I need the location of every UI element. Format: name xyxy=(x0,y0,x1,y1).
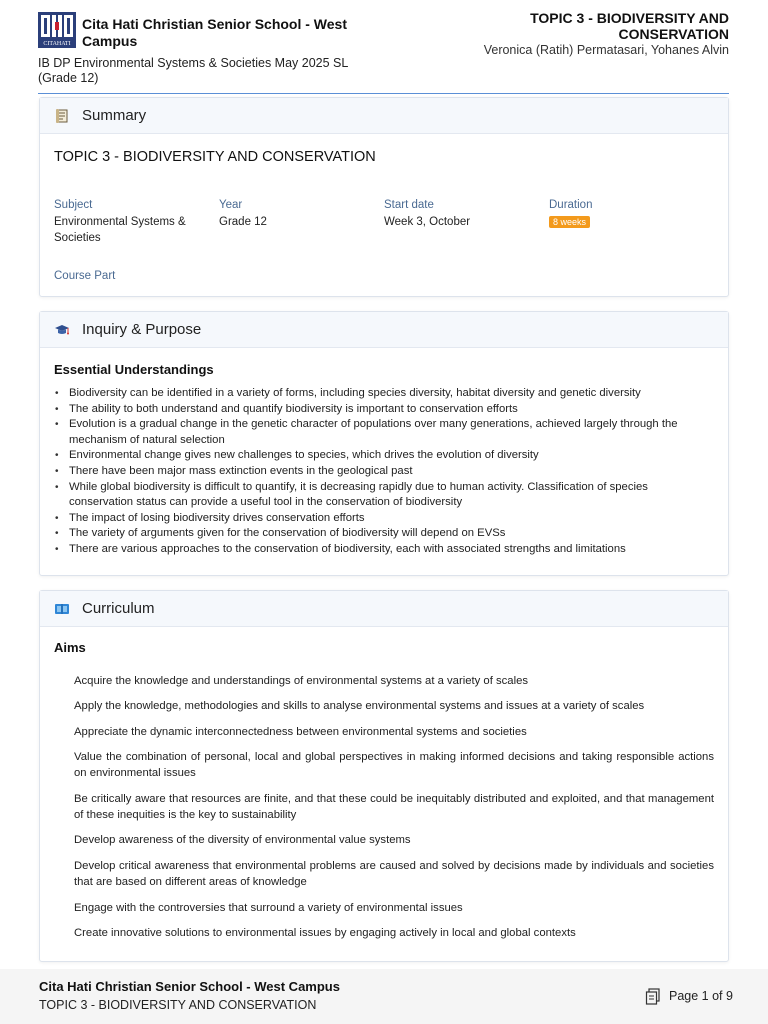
list-item: Apply the knowledge, methodologies and skills to analyse environmental systems and issues at a variety of scales xyxy=(74,700,645,713)
list-item: • The impact of losing biodiversity drives conservation efforts xyxy=(54,511,714,527)
curriculum-section-title: Curriculum xyxy=(82,600,155,617)
list-item: • There have been major mass extinction events in the geological past xyxy=(54,464,714,480)
page-header xyxy=(38,10,729,94)
scroll-icon xyxy=(54,108,70,124)
list-item: • There are various approaches to the conservation of biodiversity, each with associated strengths and limitations xyxy=(54,542,714,558)
course-part-label: Course Part xyxy=(54,270,116,282)
curriculum-header xyxy=(40,591,728,627)
subject-value: Environmental Systems & Societies xyxy=(54,216,186,244)
list-item: Create innovative solutions to environmental issues by engaging actively in local and global contexts xyxy=(74,926,576,939)
school-name: Cita Hati Christian Senior School - West Campus xyxy=(82,16,348,49)
aims-list xyxy=(74,673,714,950)
page-footer xyxy=(0,969,768,1024)
list-item: • Environmental change gives new challenges to species, which drives the evolution of diversity xyxy=(54,448,714,464)
unit-title: TOPIC 3 - BIODIVERSITY AND CONSERVATION xyxy=(530,10,729,42)
list-item: Acquire the knowledge and understandings of environmental systems at a variety of scales xyxy=(74,675,529,687)
svg-text:CITAHATI: CITAHATI xyxy=(43,41,71,47)
list-item: • While global biodiversity is difficult to quantify, it is decreasing rapidly due to human activity. Classification of species conservation status can provide a useful tool in the conservation of biodiversity xyxy=(54,480,714,511)
inquiry-header xyxy=(40,312,728,348)
school-logo xyxy=(38,12,76,48)
curriculum-card xyxy=(39,590,729,962)
inquiry-card xyxy=(39,311,729,576)
list-item: Value the combination of personal, local and global perspectives in making informed decisions and taking responsible actions on environmental issues xyxy=(74,750,714,780)
aims-heading: Aims xyxy=(54,640,86,655)
list-item: • The variety of arguments given for the conservation of biodiversity will depend on EVSs xyxy=(54,526,714,542)
list-item: • Biodiversity can be identified in a variety of forms, including species diversity, habitat diversity and genetic diversity xyxy=(54,386,714,402)
summary-card xyxy=(39,97,729,297)
list-item: Engage with the controversies that surround a variety of environmental issues xyxy=(74,901,463,914)
list-item: Appreciate the dynamic interconnectedness between environmental systems and societies xyxy=(74,725,527,738)
footer-topic: TOPIC 3 - BIODIVERSITY AND CONSERVATION xyxy=(39,998,317,1012)
subject-label: Subject xyxy=(54,199,93,211)
book-icon xyxy=(54,601,70,617)
essential-understandings-heading: Essential Understandings xyxy=(54,362,214,377)
year-label: Year xyxy=(219,199,243,211)
start-date-label: Start date xyxy=(384,199,434,211)
graduation-cap-icon xyxy=(54,322,70,338)
duration-badge: 8 weeks xyxy=(549,216,590,228)
start-date-value: Week 3, October xyxy=(384,216,471,228)
footer-school-name: Cita Hati Christian Senior School - West Campus xyxy=(39,979,340,994)
list-item: Develop critical awareness that environmental problems are caused and solved by decisions made by individuals and societies that are based on different areas of knowledge xyxy=(74,859,714,889)
duration-label: Duration xyxy=(549,199,593,211)
list-item: Be critically aware that resources are finite, and that these could be inequitably distributed and exploited, and that management of these inequities is the key to sustainability xyxy=(74,792,714,822)
year-value: Grade 12 xyxy=(219,216,267,228)
course-name: IB DP Environmental Systems & Societies May 2025 SL (Grade 12) xyxy=(38,56,348,85)
inquiry-section-title: Inquiry & Purpose xyxy=(82,321,202,338)
list-item: Develop awareness of the diversity of environmental value systems xyxy=(74,834,411,847)
summary-title: TOPIC 3 - BIODIVERSITY AND CONSERVATION xyxy=(54,149,376,165)
summary-section-title: Summary xyxy=(82,107,147,124)
unit-authors: Veronica (Ratih) Permatasari, Yohanes Alvin xyxy=(483,43,729,57)
summary-header xyxy=(40,98,728,134)
essential-understandings-list xyxy=(54,386,714,558)
list-item: • The ability to both understand and quantify biodiversity is important to conservation efforts xyxy=(54,402,714,418)
page-number: Page 1 of 9 xyxy=(669,989,733,1003)
list-item: • Evolution is a gradual change in the genetic character of populations over many generations, achieved largely through the mechanism of natural selection xyxy=(54,417,714,448)
pages-icon xyxy=(645,988,661,1005)
